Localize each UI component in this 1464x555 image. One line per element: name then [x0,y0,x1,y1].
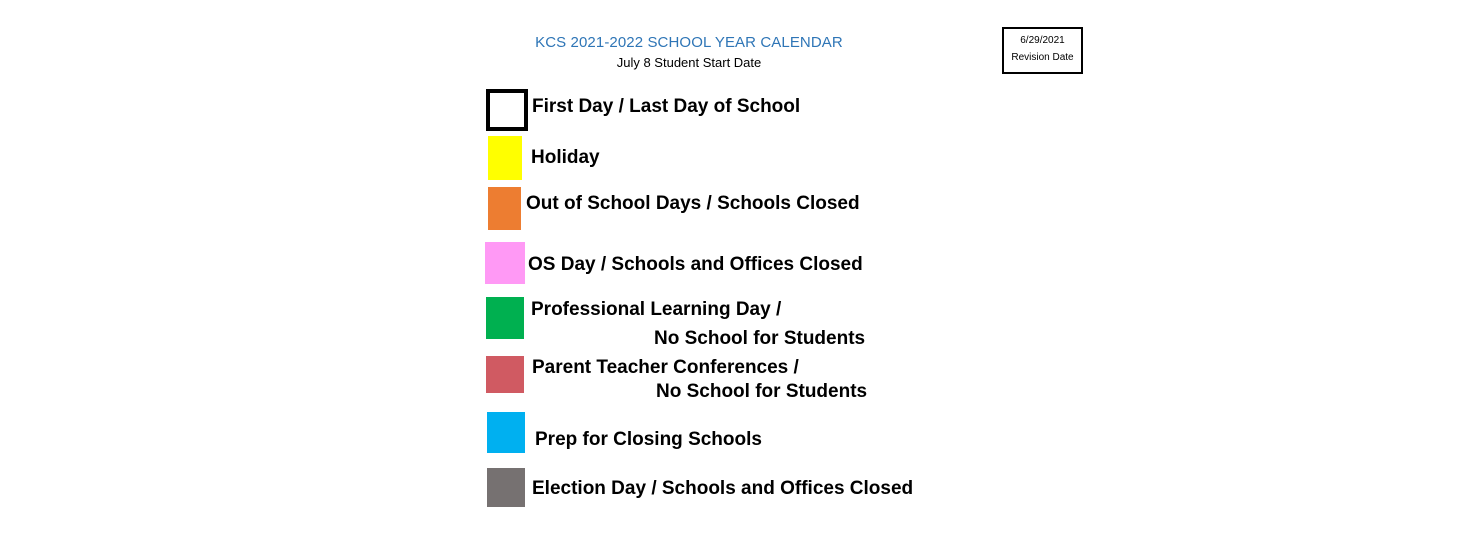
legend-label-os-day: OS Day / Schools and Offices Closed [528,254,863,275]
legend-label-parent-teacher-line2: No School for Students [656,381,868,402]
legend-label-parent-teacher: Parent Teacher Conferences / [532,357,799,378]
legend-swatch-prep-closing [487,412,525,453]
calendar-title: KCS 2021-2022 SCHOOL YEAR CALENDAR [535,34,843,51]
legend-label-election-day: Election Day / Schools and Offices Closed [532,478,914,499]
calendar-subtitle: July 8 Student Start Date [616,55,762,70]
legend-label-holiday: Holiday [531,147,600,168]
legend-swatch-professional-learning [486,297,524,339]
legend-swatch-out-of-school [488,187,521,230]
legend-swatch-parent-teacher [486,356,524,393]
legend-label-first-last-day: First Day / Last Day of School [532,96,801,117]
legend-label-prep-closing: Prep for Closing Schools [535,429,762,450]
legend-label-out-of-school: Out of School Days / Schools Closed [526,193,860,214]
legend-label-professional-learning-line2: No School for Students [654,328,866,349]
legend-swatch-first-last-day [486,89,528,131]
revision-date: 6/29/2021 [1020,35,1065,46]
legend-swatch-election-day [487,468,525,507]
legend-swatch-os-day [485,242,525,284]
revision-box [1002,27,1083,74]
legend-label-professional-learning: Professional Learning Day / [531,299,782,320]
legend-swatch-holiday [488,136,522,180]
revision-label: Revision Date [1011,52,1074,63]
